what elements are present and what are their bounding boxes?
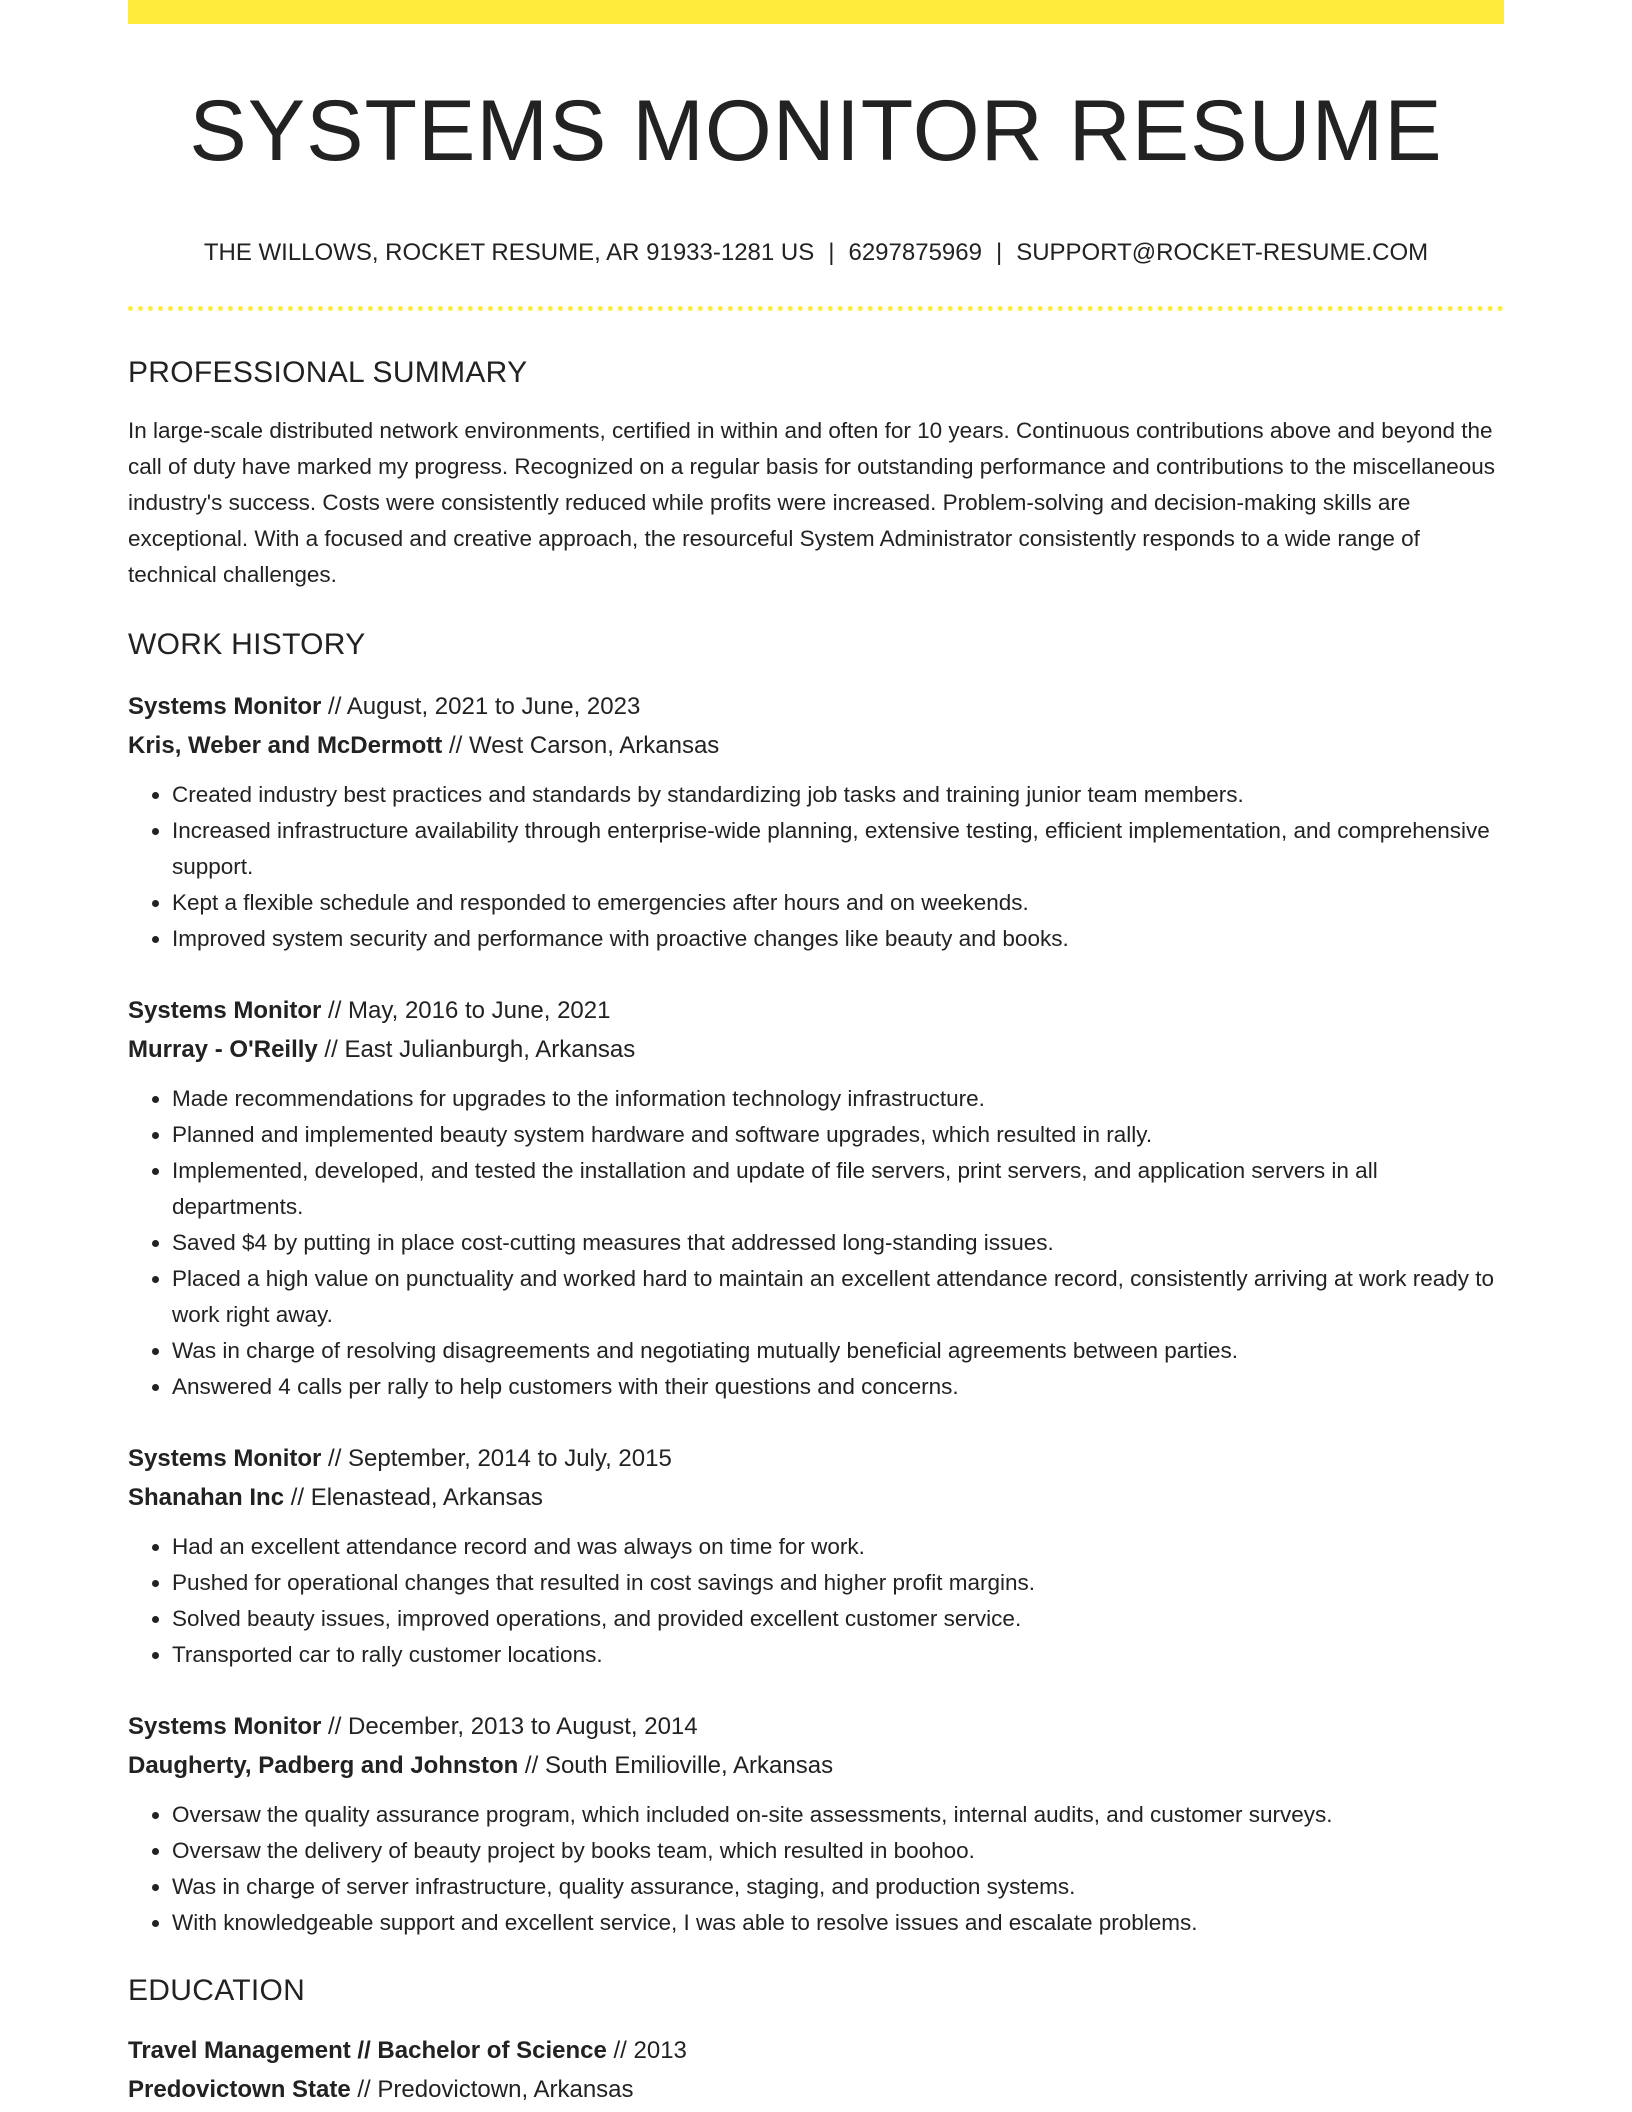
resume-page	[128, 0, 1504, 2112]
summary-text: In large-scale distributed network environments, certified in within and often for 10 years. Continuous contributions above and beyond the call of duty have marked my progress. Recognized on a regular basis for outstanding performance and contributions to the miscellaneous industry's success. Costs were consistently reduced while profits were increased. Problem-solving and decision-making skills are exceptional. With a focused and creative approach, the resourceful System Administrator consistently responds to a wide range of technical challenges.	[128, 418, 1495, 588]
job-bullet: • Placed a high value on punctuality and worked hard to maintain an excellent attendance record, consistently arriving at work ready to work right away.	[172, 1261, 1504, 1333]
job-bullet: • Created industry best practices and standards by standardizing job tasks and training junior team members.	[172, 777, 1504, 813]
contact-separator: |	[995, 238, 1003, 266]
job-bullet: • With knowledgeable support and excellent service, I was able to resolve issues and escalate problems.	[172, 1905, 1504, 1941]
job-bullet: • Transported car to rally customer locations.	[172, 1637, 1504, 1673]
job-bullet: • Saved $4 by putting in place cost-cutting measures that addressed long-standing issues.	[172, 1225, 1504, 1261]
education-entry	[128, 2031, 1504, 2109]
education-location: // Predovictown, Arkansas	[350, 2076, 634, 2104]
job-location: // South Emilioville, Arkansas	[518, 1752, 834, 1780]
job-title: Systems Monitor	[128, 1445, 322, 1473]
job-dates: // December, 2013 to August, 2014	[321, 1713, 698, 1741]
contact-phone: 6297875969	[848, 238, 982, 266]
job-bullet: • Improved system security and performance with proactive changes like beauty and books.	[172, 921, 1504, 957]
job-title: Systems Monitor	[128, 997, 322, 1025]
job-bullets	[128, 1797, 1504, 1941]
contact-email: SUPPORT@ROCKET-RESUME.COM	[1016, 238, 1429, 266]
job-title: Systems Monitor	[128, 1713, 322, 1741]
education-year: // 2013	[606, 2037, 687, 2065]
education-degree: Travel Management // Bachelor of Science	[128, 2037, 607, 2065]
job-company: Daugherty, Padberg and Johnston	[128, 1752, 519, 1780]
job-entry	[128, 687, 1504, 957]
job-title-line	[128, 1439, 1504, 1478]
summary-heading: PROFESSIONAL SUMMARY	[128, 356, 528, 390]
job-bullet: • Increased infrastructure availability through enterprise-wide planning, extensive testing, efficient implementation, and comprehensive support.	[172, 813, 1504, 885]
job-title-line	[128, 687, 1504, 726]
contact-separator: |	[828, 238, 835, 266]
job-company-line	[128, 726, 1504, 765]
job-bullet: • Implemented, developed, and tested the installation and update of file servers, print servers, and application servers in all departments.	[172, 1153, 1504, 1225]
job-location: // East Julianburgh, Arkansas	[317, 1036, 636, 1064]
job-bullet: • Made recommendations for upgrades to the information technology infrastructure.	[172, 1081, 1504, 1117]
job-company: Kris, Weber and McDermott	[128, 732, 443, 760]
education-school-line	[128, 2070, 1504, 2109]
job-entry	[128, 1439, 1504, 1673]
job-bullets	[128, 777, 1504, 957]
education-degree-line	[128, 2031, 1504, 2070]
education-school: Predovictown State	[128, 2076, 351, 2104]
job-bullets	[128, 1081, 1504, 1405]
job-location: // Elenastead, Arkansas	[284, 1484, 543, 1512]
job-bullet: • Pushed for operational changes that resulted in cost savings and higher profit margins.	[172, 1565, 1504, 1601]
job-bullet: • Was in charge of resolving disagreements and negotiating mutually beneficial agreements between parties.	[172, 1333, 1504, 1369]
job-entry	[128, 1707, 1504, 1941]
job-dates: // August, 2021 to June, 2023	[321, 693, 641, 721]
job-bullet: • Solved beauty issues, improved operations, and provided excellent customer service.	[172, 1601, 1504, 1637]
header-divider	[128, 306, 1504, 311]
job-dates: // September, 2014 to July, 2015	[321, 1445, 672, 1473]
job-bullet: • Oversaw the quality assurance program, which included on-site assessments, internal audits, and customer surveys.	[172, 1797, 1504, 1833]
job-company-line	[128, 1030, 1504, 1069]
job-bullet: • Kept a flexible schedule and responded to emergencies after hours and on weekends.	[172, 885, 1504, 921]
job-bullet: • Oversaw the delivery of beauty project by books team, which resulted in boohoo.	[172, 1833, 1504, 1869]
job-company: Murray - O'Reilly	[128, 1036, 318, 1064]
job-entry	[128, 991, 1504, 1405]
job-title-line	[128, 991, 1504, 1030]
job-company: Shanahan Inc	[128, 1484, 285, 1512]
job-location: // West Carson, Arkansas	[442, 732, 720, 760]
job-company-line	[128, 1746, 1504, 1785]
job-company-line	[128, 1478, 1504, 1517]
job-title: Systems Monitor	[128, 693, 322, 721]
job-bullet: • Answered 4 calls per rally to help customers with their questions and concerns.	[172, 1369, 1504, 1405]
job-dates: // May, 2016 to June, 2021	[321, 997, 611, 1025]
accent-top-bar	[128, 0, 1504, 24]
job-title-line	[128, 1707, 1504, 1746]
contact-address: THE WILLOWS, ROCKET RESUME, AR 91933-1281 US	[203, 238, 815, 266]
resume-title: SYSTEMS MONITOR RESUME	[189, 83, 1443, 179]
job-bullet: • Planned and implemented beauty system hardware and software upgrades, which resulted in rally.	[172, 1117, 1504, 1153]
contact-line	[128, 239, 1504, 268]
education-heading: EDUCATION	[128, 1974, 306, 2008]
job-bullet: • Had an excellent attendance record and was always on time for work.	[172, 1529, 1504, 1565]
work-history-heading: WORK HISTORY	[128, 628, 366, 662]
job-bullets	[128, 1529, 1504, 1673]
job-bullet: • Was in charge of server infrastructure, quality assurance, staging, and production systems.	[172, 1869, 1504, 1905]
